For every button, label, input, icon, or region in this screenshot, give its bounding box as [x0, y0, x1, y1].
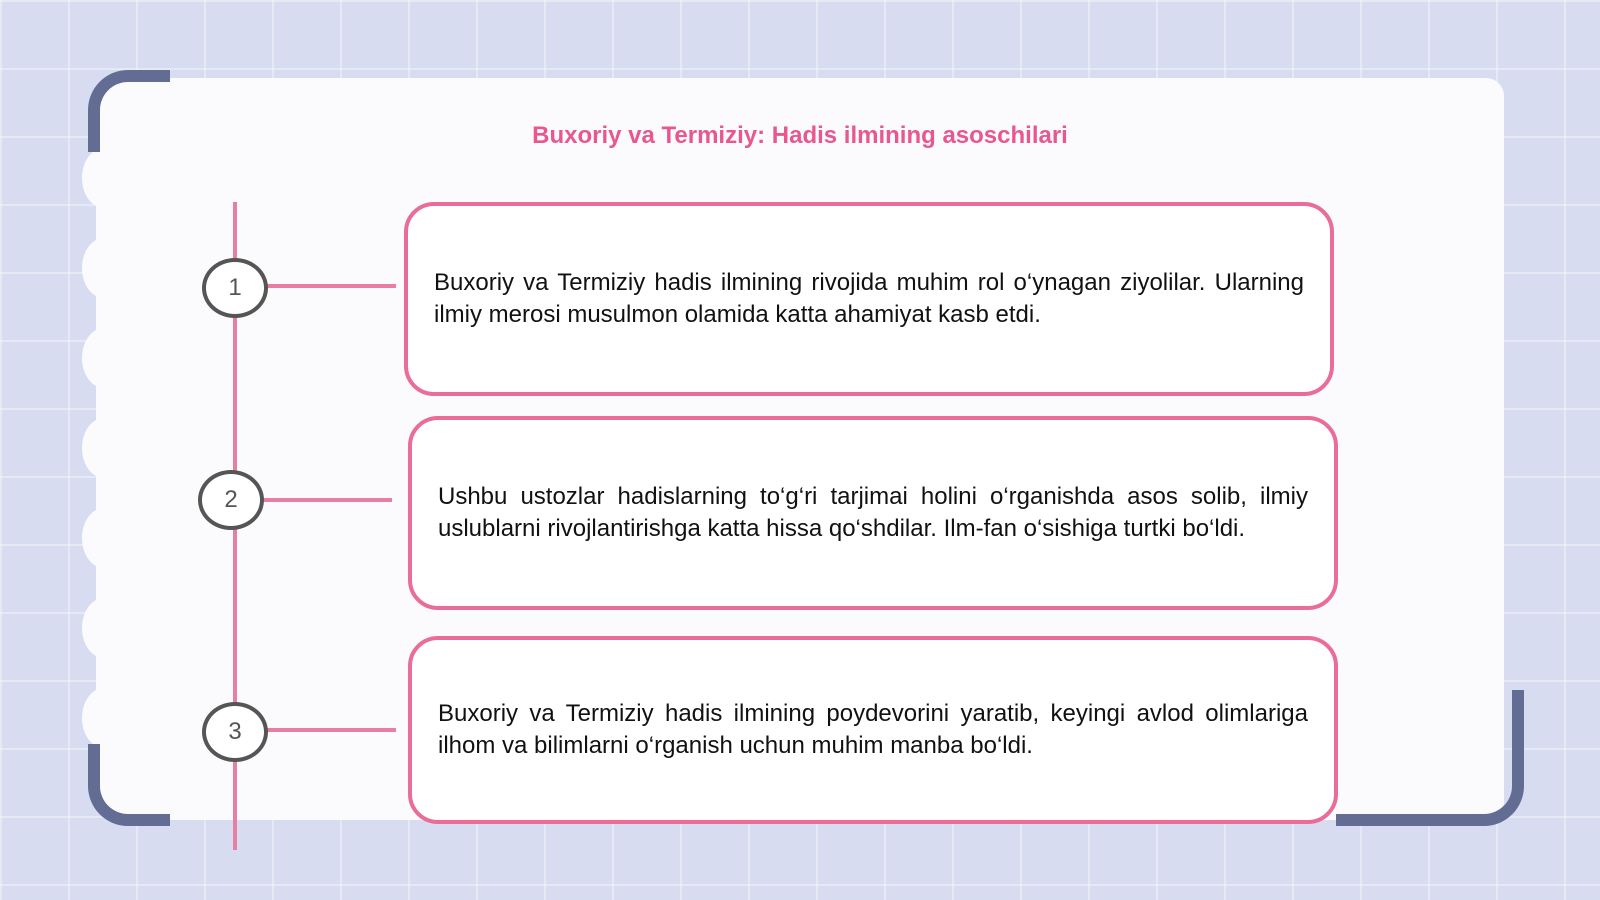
paper-scallop	[82, 598, 126, 658]
paper-scallop	[82, 148, 126, 208]
info-card-text: Buxoriy va Termiziy hadis ilmining poydevorini yaratib, keyingi avlod olimlariga ilhom va bilimlarni o‘rganish uchun muhim manba bo‘ldi.	[438, 700, 1308, 759]
paper-scallop	[82, 508, 126, 568]
frame-corner-bottom-right	[1336, 690, 1524, 826]
frame-corner-bottom-left	[88, 744, 170, 826]
paper-scallop	[82, 418, 126, 478]
info-card-text: Buxoriy va Termiziy hadis ilmining rivojida muhim rol o‘ynagan ziyolilar. Ularning ilmiy merosi musulmon olamida katta ahamiyat kasb etdi.	[434, 269, 1304, 328]
paper-scallop	[82, 688, 126, 748]
info-card-1	[404, 202, 1334, 396]
info-card-2	[408, 416, 1338, 610]
info-card-text: Ushbu ustozlar hadislarning to‘g‘ri tarjimai holini o‘rganishda asos solib, ilmiy uslublarni rivojlantirishga katta hissa qo‘shdilar. Ilm-fan o‘sishiga turtki bo‘ldi.	[438, 483, 1308, 542]
paper-scallop	[82, 328, 126, 388]
step-number-1: 1	[202, 258, 268, 318]
paper-scallop	[82, 238, 126, 298]
timeline-connector	[262, 498, 392, 502]
timeline-connector	[266, 284, 396, 288]
info-card-3	[408, 636, 1338, 824]
step-number-3: 3	[202, 702, 268, 762]
slide-title: Buxoriy va Termiziy: Hadis ilmining asoschilari	[532, 122, 1068, 149]
timeline-connector	[266, 728, 396, 732]
step-number-2: 2	[198, 470, 264, 530]
